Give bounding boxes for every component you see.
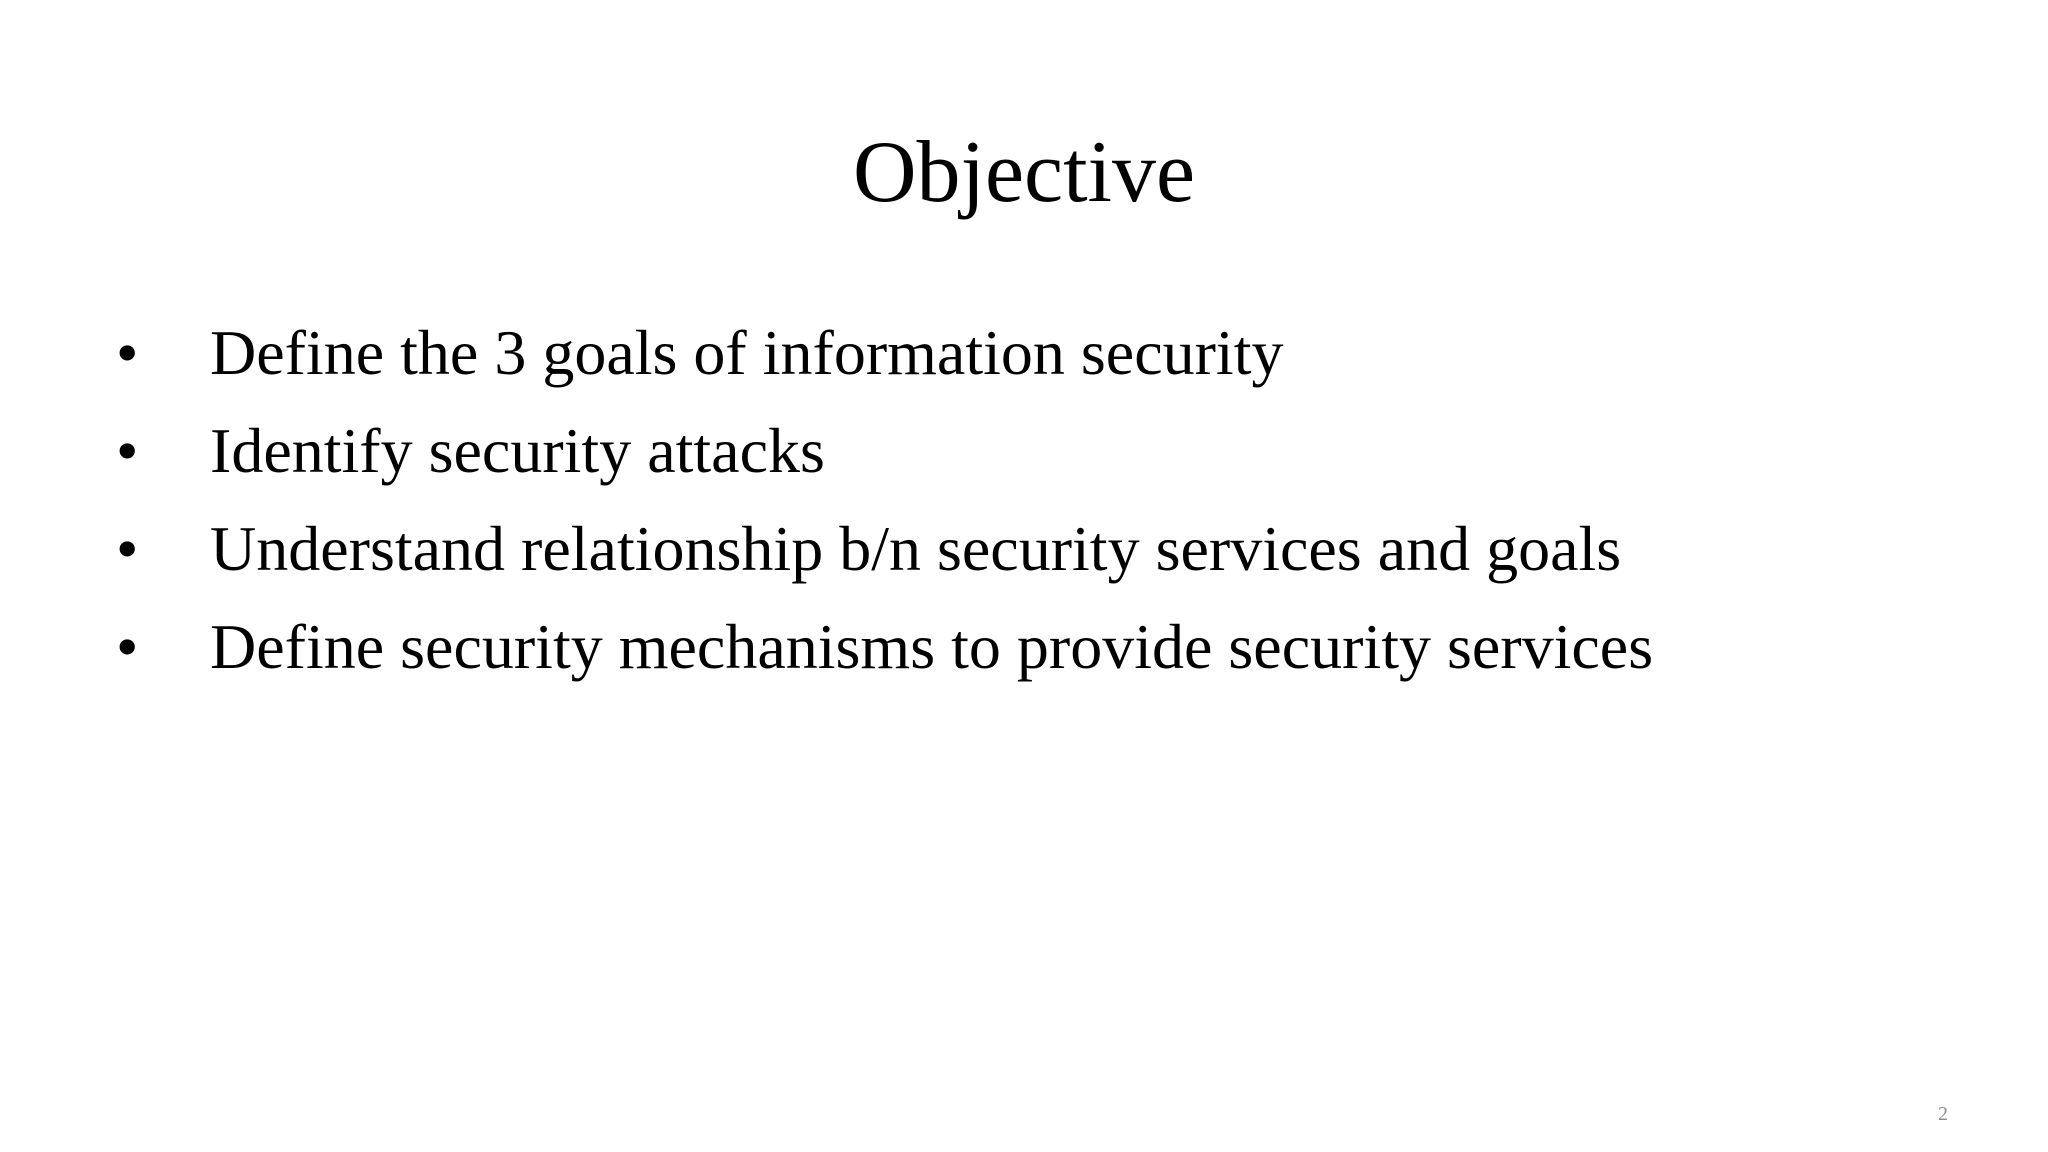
bullet-icon: • — [116, 513, 139, 584]
objective-list — [0, 308, 1900, 700]
list-item — [0, 602, 1900, 700]
list-item-text: Define security mechanisms to provide security services — [210, 611, 1654, 682]
list-item — [0, 406, 1900, 504]
page-number: 2 — [1938, 1103, 1948, 1125]
list-item-text: Identify security attacks — [210, 415, 825, 486]
slide-title: Objective — [852, 124, 1196, 221]
bullet-icon: • — [116, 415, 139, 486]
list-item — [0, 308, 1900, 406]
bullet-icon: • — [116, 611, 139, 682]
list-item-text: Understand relationship b/n security services and goals — [210, 513, 1622, 584]
list-item-text: Define the 3 goals of information security — [210, 317, 1284, 388]
bullet-icon: • — [116, 317, 139, 388]
list-item — [0, 504, 1900, 602]
